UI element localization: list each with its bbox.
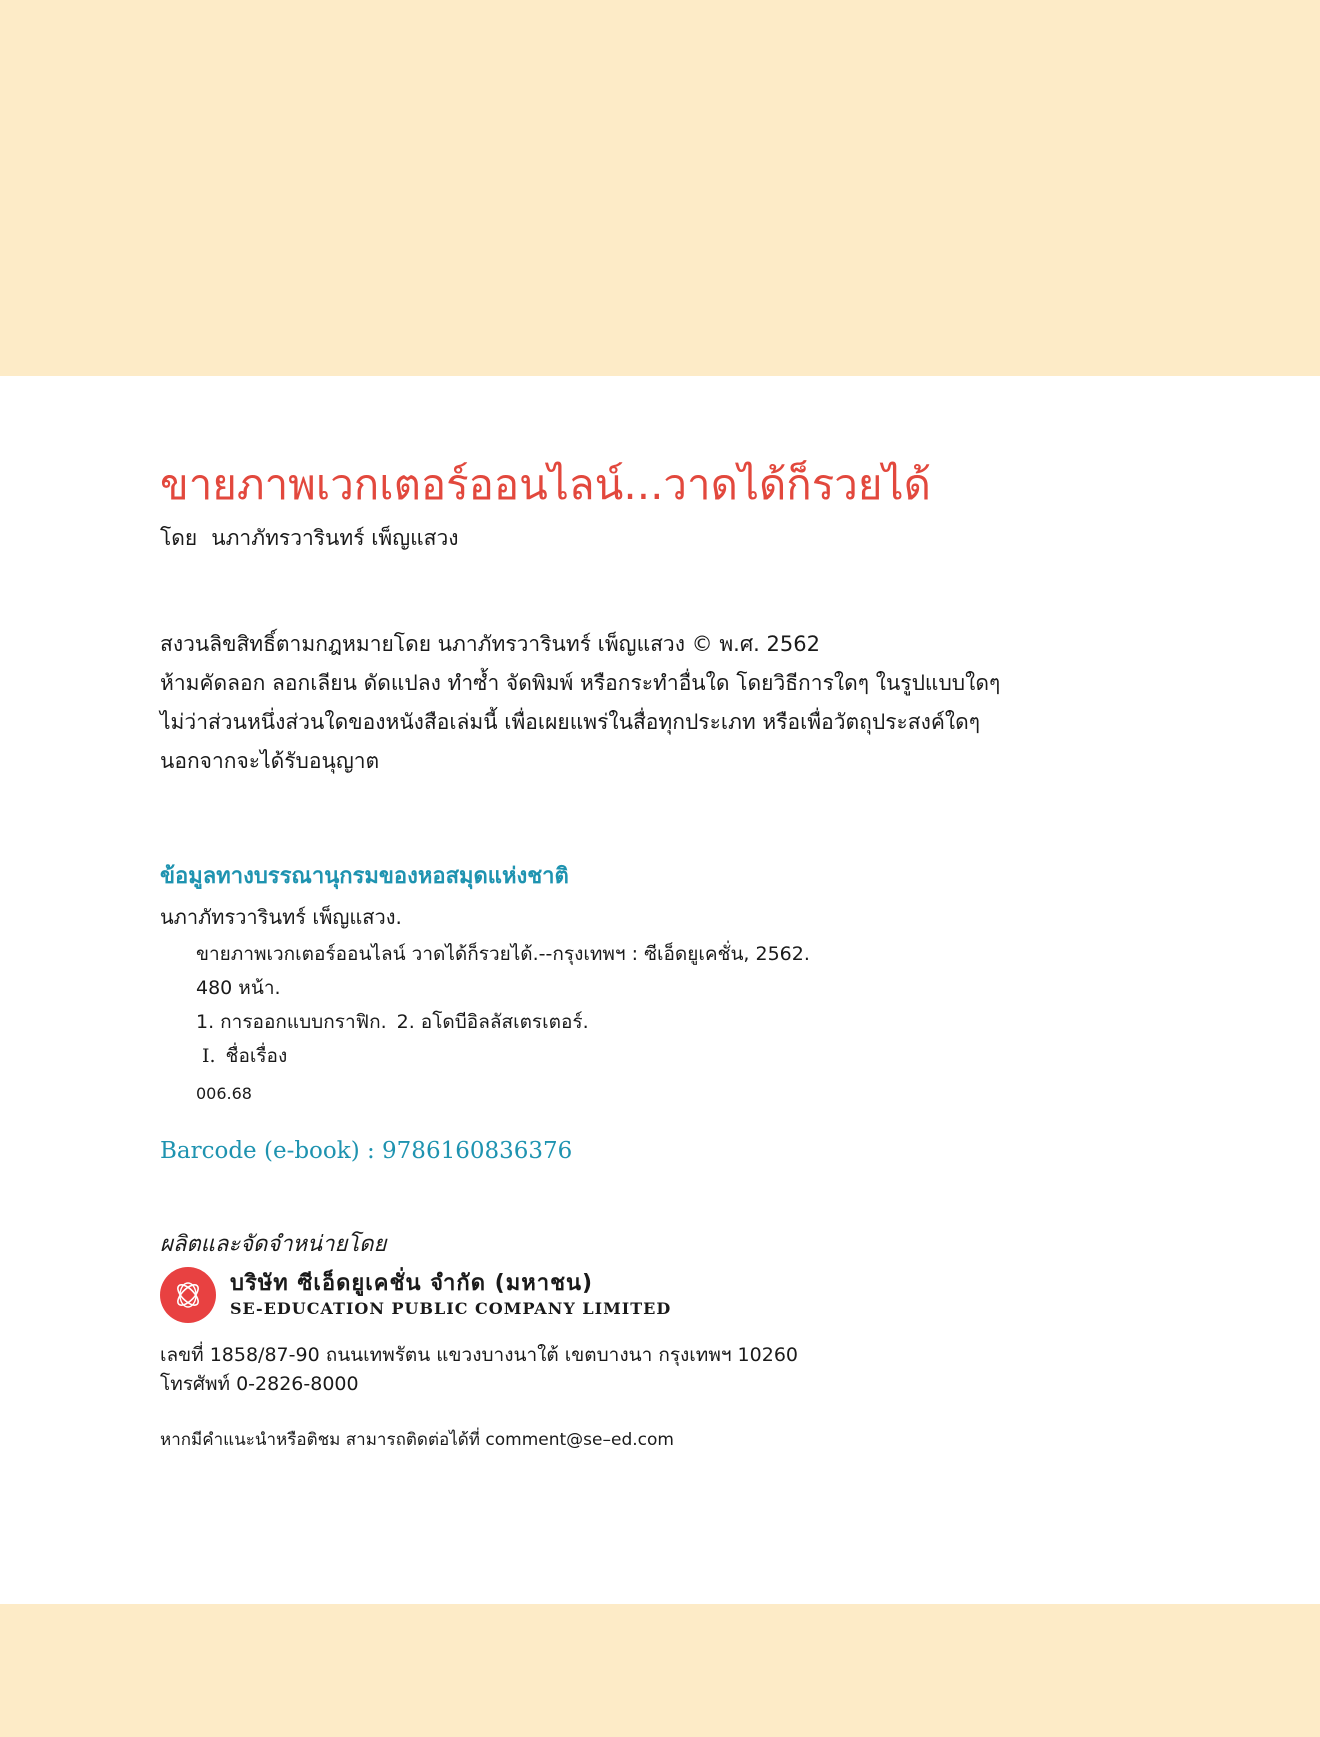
- copyright-line: สงวนลิขสิทธิ์ตามกฎหมายโดย นภาภัทรวารินทร์ เพ็ญแสวง © พ.ศ. 2562: [160, 632, 820, 656]
- cip-title-entry: [196, 1039, 1160, 1073]
- cip-pages: 480 หน้า.: [196, 977, 281, 999]
- cip-roman-numeral: I.: [202, 1045, 216, 1067]
- copyright-page-content: [160, 455, 1160, 1453]
- logo-mark-icon: [171, 1278, 205, 1312]
- company-block: [160, 1267, 1160, 1323]
- feedback-contact: หากมีคำแนะนำหรือติชม สามารถติดต่อได้ที่ comment@se–ed.com: [160, 1430, 674, 1450]
- company-name-english: SE-EDUCATION PUBLIC COMPANY LIMITED: [230, 1299, 672, 1318]
- cip-record: [196, 937, 1160, 1073]
- phone-line: โทรศัพท์ 0-2826-8000: [160, 1373, 359, 1395]
- cip-roman-text: ชื่อเรื่อง: [225, 1045, 288, 1067]
- company-name-thai: บริษัท ซีเอ็ดยูเคชั่น จำกัด (มหาชน): [230, 1271, 594, 1296]
- copyright-line: ไม่ว่าส่วนหนึ่งส่วนใดของหนังสือเล่มนี้ เพื่อเผยแพร่ในสื่อทุกประเภท หรือเพื่อวัตถุประสงค์ใดๆ: [160, 710, 981, 734]
- top-decorative-band: [0, 0, 1320, 376]
- cip-heading: ข้อมูลทางบรรณานุกรมของหอสมุดแห่งชาติ: [160, 863, 569, 889]
- copyright-line: นอกจากจะได้รับอนุญาต: [160, 749, 380, 773]
- company-names: [230, 1270, 671, 1320]
- cip-subject: 2. อโดบีอิลลัสเตรเตอร์.: [396, 1011, 589, 1033]
- book-title: ขายภาพเวกเตอร์ออนไลน์...วาดได้ก็รวยได้: [160, 460, 931, 509]
- cip-subject: 1. การออกแบบกราฟิก.: [196, 1011, 387, 1033]
- cip-author: นภาภัทรวารินทร์ เพ็ญแสวง.: [160, 905, 402, 929]
- cip-classification: 006.68: [196, 1084, 252, 1103]
- company-address: [160, 1341, 1160, 1399]
- address-line: เลขที่ 1858/87-90 ถนนเทพรัตน แขวงบางนาใต้ เขตบางนา กรุงเทพฯ 10260: [160, 1344, 798, 1366]
- distributor-label: ผลิตและจัดจำหน่ายโดย: [160, 1232, 387, 1257]
- copyright-line: ห้ามคัดลอก ลอกเลียน ดัดแปลง ทำซ้ำ จัดพิมพ์ หรือกระทำอื่นใด โดยวิธีการใดๆ ในรูปแบบใดๆ: [160, 671, 1001, 695]
- bottom-decorative-band: [0, 1604, 1320, 1737]
- copyright-notice: [160, 625, 1160, 781]
- author-prefix: โดย: [160, 526, 198, 550]
- author-line: [160, 523, 1160, 553]
- cip-title-line: ขายภาพเวกเตอร์ออนไลน์ วาดได้ก็รวยได้.--กรุงเทพฯ : ซีเอ็ดยูเคชั่น, 2562.: [196, 943, 810, 965]
- author-name: นภาภัทรวารินทร์ เพ็ญแสวง: [211, 526, 459, 550]
- cip-subjects: [196, 1005, 1160, 1039]
- se-ed-logo-icon: [160, 1267, 216, 1323]
- barcode-ebook: Barcode (e-book) : 9786160836376: [160, 1138, 573, 1164]
